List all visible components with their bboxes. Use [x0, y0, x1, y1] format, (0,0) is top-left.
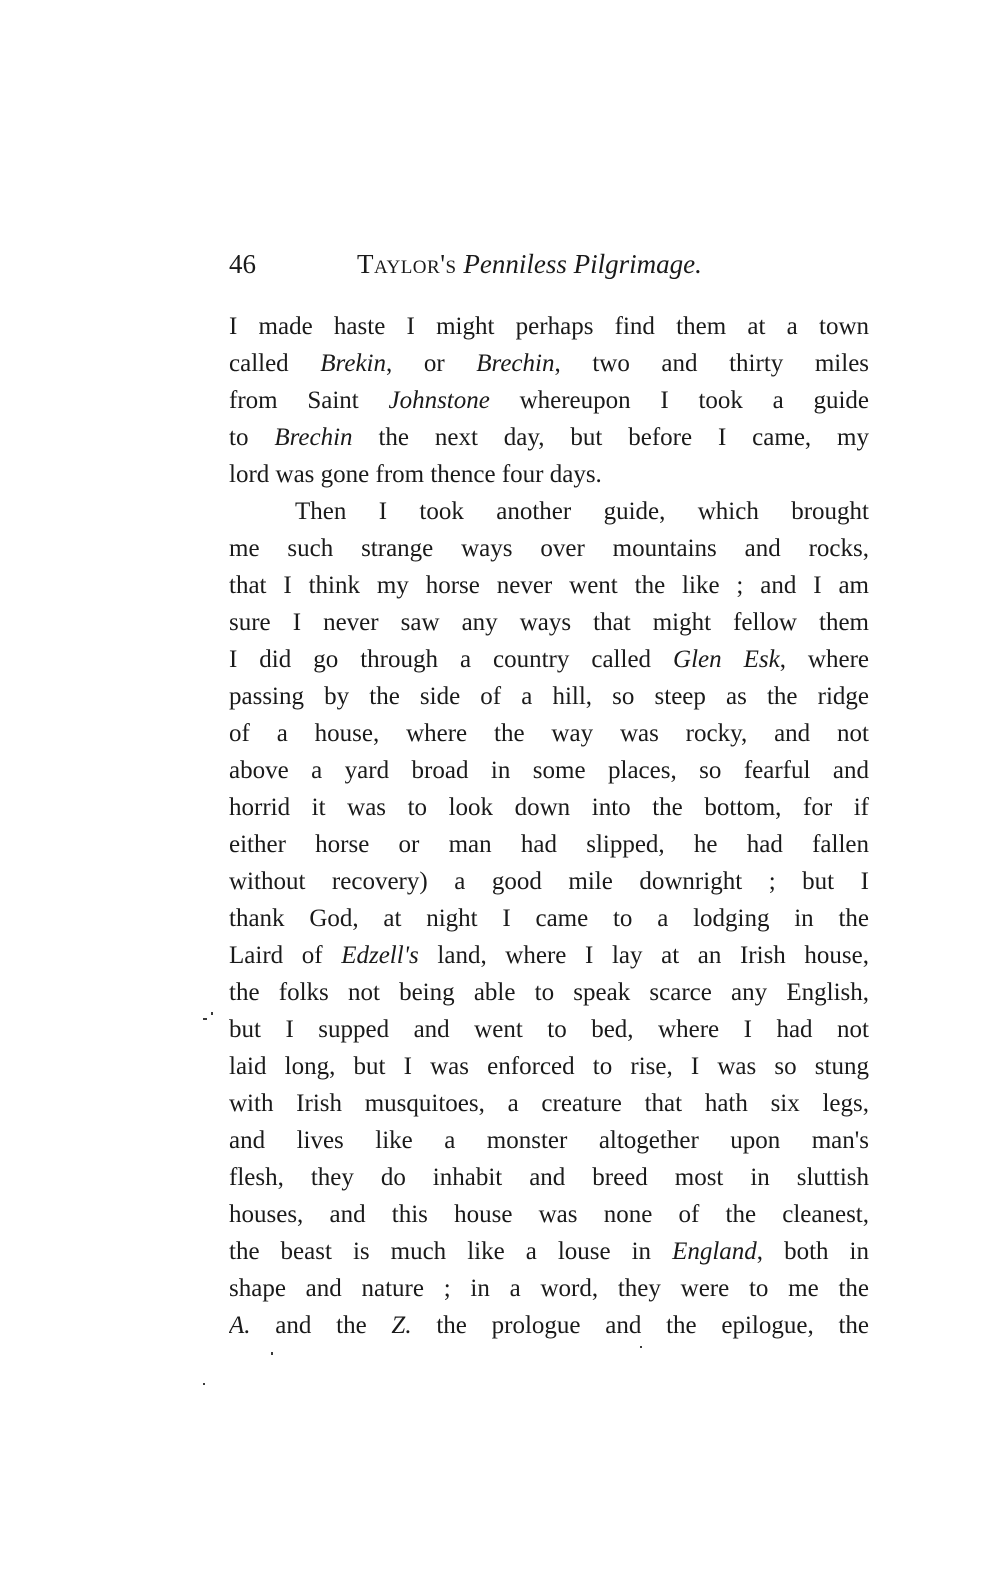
text-line-3: from Saint Johnstone whereupon I took a guide	[229, 387, 869, 414]
text-line-26: the beast is much like a louse in England, both in	[229, 1238, 869, 1265]
text-line-6: Then I took another guide, which brought	[295, 498, 869, 525]
page-number: 46	[229, 249, 256, 279]
text-line-17: thank God, at night I came to a lodging in the	[229, 905, 869, 932]
text-line-5: lord was gone from thence four days.	[229, 461, 602, 488]
text-line-2: called Brekin, or Brechin, two and thirty miles	[229, 350, 869, 377]
text-line-12: of a house, where the way was rocky, and not	[229, 720, 869, 747]
text-line-10: I did go through a country called Glen Esk, where	[229, 646, 869, 673]
text-line-14: horrid it was to look down into the bottom, for if	[229, 794, 869, 821]
text-line-4: to Brechin the next day, but before I came, my	[229, 424, 869, 451]
text-line-25: houses, and this house was none of the cleanest,	[229, 1201, 869, 1228]
page-header	[229, 244, 869, 284]
text-line-16: without recovery) a good mile downright ; but I	[229, 868, 869, 895]
text-line-7: me such strange ways over mountains and rocks,	[229, 535, 869, 562]
running-title	[357, 244, 702, 284]
text-line-1: I made haste I might perhaps find them at a town	[229, 313, 869, 340]
scan-speck	[271, 1352, 273, 1355]
running-title-work: Penniless Pilgrimage.	[463, 249, 702, 279]
scan-speck	[211, 1012, 213, 1015]
text-line-13: above a yard broad in some places, so fearful and	[229, 757, 869, 784]
scan-speck	[640, 1346, 642, 1348]
text-line-21: laid long, but I was enforced to rise, I was so stung	[229, 1053, 869, 1080]
running-title-author: Taylor's	[357, 249, 457, 279]
scan-speck	[203, 1383, 205, 1385]
text-line-11: passing by the side of a hill, so steep as the ridge	[229, 683, 869, 710]
text-line-15: either horse or man had slipped, he had fallen	[229, 831, 869, 858]
text-line-20: but I supped and went to bed, where I had not	[229, 1016, 869, 1043]
text-line-24: flesh, they do inhabit and breed most in sluttish	[229, 1164, 869, 1191]
text-line-8: that I think my horse never went the like ; and I am	[229, 572, 869, 599]
body-text	[229, 308, 869, 1344]
scan-speck	[203, 1018, 207, 1020]
text-line-9: sure I never saw any ways that might fellow them	[229, 609, 869, 636]
text-line-19: the folks not being able to speak scarce any English,	[229, 979, 869, 1006]
text-line-23: and lives like a monster altogether upon man's	[229, 1127, 869, 1154]
text-line-22: with Irish musquitoes, a creature that hath six legs,	[229, 1090, 869, 1117]
text-line-27: shape and nature ; in a word, they were to me the	[229, 1275, 869, 1302]
text-line-28: A. and the Z. the prologue and the epilogue, the	[229, 1312, 869, 1339]
text-line-18: Laird of Edzell's land, where I lay at an Irish house,	[229, 942, 869, 969]
